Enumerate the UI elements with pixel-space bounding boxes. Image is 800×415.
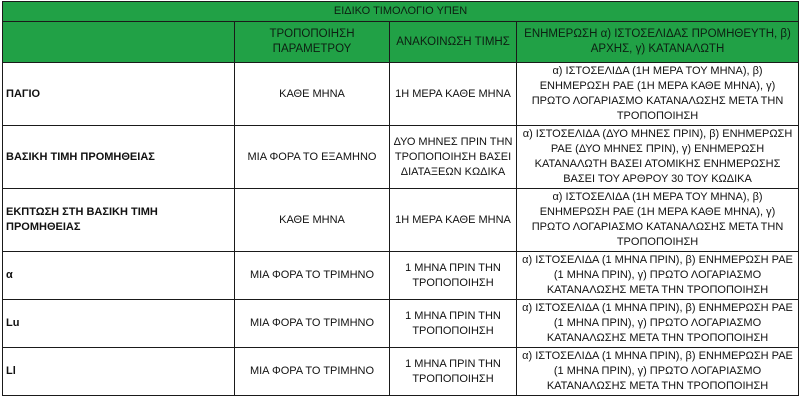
cell-announcement: 1 ΜΗΝΑ ΠΡΙΝ ΤΗΝ ΤΡΟΠΟΠΟΙΗΣΗ — [390, 252, 517, 300]
cell-parameter: α — [3, 252, 235, 300]
cell-update: α) ΙΣΤΟΣΕΛΙΔΑ (1Η ΜΕΡΑ ΤΟΥ ΜΗΝΑ), β) ΕΝΗΜΕΡΩΣΗ ΡΑΕ (1Η ΜΕΡΑ ΚΑΘΕ ΜΗΝΑ), γ) ΠΡΩΤΟ ΛΟΓΑΡΙΑΣΜΟ ΚΑΤΑΝΑΛΩΣΗΣ ΜΕΤΑ ΤΗΝ ΤΡΟΠΟΠΟΙΗΣΗ — [517, 63, 799, 126]
cell-update: α) ΙΣΤΟΣΕΛΙΔΑ (1 ΜΗΝΑ ΠΡΙΝ), β) ΕΝΗΜΕΡΩΣΗ ΡΑΕ (1 ΜΗΝΑ ΠΡΙΝ), γ) ΠΡΩΤΟ ΛΟΓΑΡΙΑΣΜΟ ΚΑΤΑΝΑΛΩΣΗΣ ΜΕΤΑ ΤΗΝ ΤΡΟΠΟΠΟΙΗΣΗ — [517, 300, 799, 348]
caption-row — [3, 2, 799, 22]
table-row — [3, 252, 799, 300]
table-row — [3, 126, 799, 189]
table-row — [3, 63, 799, 126]
cell-modification: ΚΑΘΕ ΜΗΝΑ — [235, 63, 390, 126]
header-update: ΕΝΗΜΕΡΩΣΗ α) ΙΣΤΟΣΕΛΙΔΑΣ ΠΡΟΜΗΘΕΥΤΗ, β) ΑΡΧΗΣ, γ) ΚΑΤΑΝΑΛΩΤΗ — [517, 22, 799, 63]
header-parameter — [3, 22, 235, 63]
table-row — [3, 300, 799, 348]
table-caption: ΕΙΔΙΚΟ ΤΙΜΟΛΟΓΙΟ ΥΠΕΝ — [3, 2, 799, 22]
cell-announcement: 1Η ΜΕΡΑ ΚΑΘΕ ΜΗΝΑ — [390, 63, 517, 126]
table-row — [3, 189, 799, 252]
cell-announcement: 1 ΜΗΝΑ ΠΡΙΝ ΤΗΝ ΤΡΟΠΟΠΟΙΗΣΗ — [390, 300, 517, 348]
cell-announcement: 1Η ΜΕΡΑ ΚΑΘΕ ΜΗΝΑ — [390, 189, 517, 252]
cell-parameter: Lu — [3, 300, 235, 348]
cell-modification: ΜΙΑ ΦΟΡΑ ΤΟ ΕΞΑΜΗΝΟ — [235, 126, 390, 189]
cell-parameter: ΒΑΣΙΚΗ ΤΙΜΗ ΠΡΟΜΗΘΕΙΑΣ — [3, 126, 235, 189]
cell-modification: ΜΙΑ ΦΟΡΑ ΤΟ ΤΡΙΜΗΝΟ — [235, 252, 390, 300]
table-row — [3, 348, 799, 396]
cell-parameter: Ll — [3, 348, 235, 396]
cell-parameter: ΠΑΓΙΟ — [3, 63, 235, 126]
cell-update: α) ΙΣΤΟΣΕΛΙΔΑ (1Η ΜΕΡΑ ΤΟΥ ΜΗΝΑ), β) ΕΝΗΜΕΡΩΣΗ ΡΑΕ (1Η ΜΕΡΑ ΚΑΘΕ ΜΗΝΑ), γ) ΠΡΩΤΟ ΛΟΓΑΡΙΑΣΜΟ ΚΑΤΑΝΑΛΩΣΗΣ ΜΕΤΑ ΤΗΝ ΤΡΟΠΟΠΟΙΗΣΗ — [517, 189, 799, 252]
tariff-table — [2, 1, 799, 396]
cell-announcement: ΔΥΟ ΜΗΝΕΣ ΠΡΙΝ ΤΗΝ ΤΡΟΠΟΠΟΙΗΣΗ ΒΑΣΕΙ ΔΙΑΤΑΞΕΩΝ ΚΩΔΙΚΑ — [390, 126, 517, 189]
cell-modification: ΜΙΑ ΦΟΡΑ ΤΟ ΤΡΙΜΗΝΟ — [235, 300, 390, 348]
header-modification: ΤΡΟΠΟΠΟΙΗΣΗ ΠΑΡΑΜΕΤΡΟΥ — [235, 22, 390, 63]
cell-announcement: 1 ΜΗΝΑ ΠΡΙΝ ΤΗΝ ΤΡΟΠΟΠΟΙΗΣΗ — [390, 348, 517, 396]
cell-update: α) ΙΣΤΟΣΕΛΙΔΑ (1 ΜΗΝΑ ΠΡΙΝ), β) ΕΝΗΜΕΡΩΣΗ ΡΑΕ (1 ΜΗΝΑ ΠΡΙΝ), γ) ΠΡΩΤΟ ΛΟΓΑΡΙΑΣΜΟ ΚΑΤΑΝΑΛΩΣΗΣ ΜΕΤΑ ΤΗΝ ΤΡΟΠΟΠΟΙΗΣΗ — [517, 348, 799, 396]
cell-parameter: ΕΚΠΤΩΣΗ ΣΤΗ ΒΑΣΙΚΗ ΤΙΜΗ ΠΡΟΜΗΘΕΙΑΣ — [3, 189, 235, 252]
cell-update: α) ΙΣΤΟΣΕΛΙΔΑ (1 ΜΗΝΑ ΠΡΙΝ), β) ΕΝΗΜΕΡΩΣΗ ΡΑΕ (1 ΜΗΝΑ ΠΡΙΝ), γ) ΠΡΩΤΟ ΛΟΓΑΡΙΑΣΜΟ ΚΑΤΑΝΑΛΩΣΗΣ ΜΕΤΑ ΤΗΝ ΤΡΟΠΟΠΟΙΗΣΗ — [517, 252, 799, 300]
cell-modification: ΚΑΘΕ ΜΗΝΑ — [235, 189, 390, 252]
header-announcement: ΑΝΑΚΟΙΝΩΣΗ ΤΙΜΗΣ — [390, 22, 517, 63]
header-row — [3, 22, 799, 63]
cell-modification: ΜΙΑ ΦΟΡΑ ΤΟ ΤΡΙΜΗΝΟ — [235, 348, 390, 396]
cell-update: α) ΙΣΤΟΣΕΛΙΔΑ (ΔΥΟ ΜΗΝΕΣ ΠΡΙΝ), β) ΕΝΗΜΕΡΩΣΗ ΡΑΕ (ΔΥΟ ΜΗΝΕΣ ΠΡΙΝ), γ) ΕΝΗΜΕΡΩΣΗ ΚΑΤΑΝΑΛΩΤΗ ΒΑΣΕΙ ΑΤΟΜΙΚΗΣ ΕΝΗΜΕΡΩΣΗΣ ΒΑΣΕΙ ΤΟΥ ΑΡΘΡΟΥ 30 ΤΟΥ ΚΩΔΙΚΑ — [517, 126, 799, 189]
